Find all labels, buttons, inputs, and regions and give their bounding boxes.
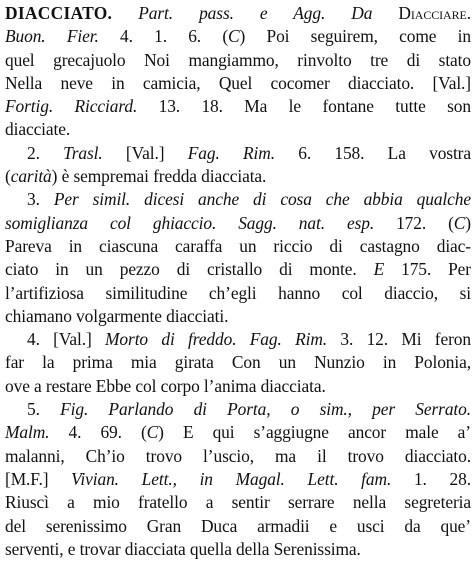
text-segment: serventi, e trovar diacciata quella della Serenissima. [5,538,361,559]
text-segment: ) Poi seguirem, come in [239,26,471,47]
entry-line [5,49,471,72]
text-segment: del serenissimo Gran Duca armadii e usci da que’ [5,515,471,536]
text-segment: Fag. Rim. [187,142,275,163]
text-segment: C [228,26,240,47]
text-segment: quel grecajuolo Noi mangiammo, rinvolto tre di stato [5,49,471,70]
entry-line [5,2,471,25]
entry-line [5,118,471,141]
text-segment: E [373,259,385,280]
dictionary-entry [5,2,471,561]
entry-line [5,95,471,118]
text-segment: 2. [27,142,64,163]
text-segment: 4. 1. 6. ( [98,26,229,47]
text-segment: [Val.] [102,142,188,163]
entry-line [5,421,471,444]
text-segment: 4. 69. ( [49,422,147,443]
text-segment: 5. [27,399,61,420]
text-segment: Fortig. Ricciard. [5,96,138,117]
entry-line [5,328,471,351]
text-segment: . [466,3,471,23]
text-segment: Pareva in ciascuna caraffa un riccio di castagno diac- [5,235,471,256]
text-segment [112,3,138,23]
text-segment: ciato in un pezzo di cristallo di monte. [5,259,374,280]
entry-line [5,538,471,561]
text-segment: 172. ( [374,212,454,233]
text-segment: 13. 18. Ma le fontane tutte son [137,96,471,117]
text-segment: Buon. Fier. [5,26,99,47]
entry-line [5,258,471,281]
text-segment: Morto di freddo. Fag. Rim. [105,329,328,350]
entry-line [5,235,471,258]
text-segment: ove a restare Ebbe col corpo l’anima diacciata. [5,375,326,396]
entry-line [5,515,471,538]
headword: DIACCIATO. [5,3,113,23]
text-segment: 1. 28. [391,468,471,489]
text-segment: carità [10,166,52,187]
text-segment: C [146,422,159,443]
entry-line [5,188,471,211]
entry-line [5,445,471,468]
entry-line [5,282,471,305]
text-segment: ) E qui s’aggiugne ancor male a’ [158,422,471,443]
text-segment: [M.F.] [5,468,72,489]
text-segment: Fig. Parlando di Porta, o sim., per Serrato. [60,399,471,420]
text-segment: Per simil. dicesi anche di cosa che abbia qualche [53,189,471,210]
text-segment: 6. 158. La vostra [274,142,471,163]
text-segment: C [453,212,466,233]
text-segment: Trasl. [63,142,103,163]
entry-line [5,212,471,235]
entry-line [5,398,471,421]
entry-line [5,375,471,398]
entry-line [5,491,471,514]
text-segment: malanni, Ch’io trovo l’uscio, ma il trovo diacciato. [5,445,471,466]
entry-line [5,305,471,328]
text-segment: Riuscì a mio fratello a sentir serrare nella segreteria [5,492,471,513]
text-segment: ) [465,212,471,233]
text-segment: diacciate. [5,119,71,140]
entry-line [5,142,471,165]
text-segment: ) è sempremai fredda diacciata. [51,166,267,187]
text-segment: Vivian. Lett., in Magal. Lett. fam. [71,468,392,489]
text-segment: 3. [27,189,54,210]
text-segment: ( [5,166,11,187]
text-segment: l’artifiziosa similitudine ch’egli hanno col diaccio, si [5,282,471,303]
text-segment: 175. Per [384,259,471,280]
entry-line [5,165,471,188]
text-segment: 3. 12. Mi feron [327,329,471,350]
text-segment: Nella neve in camicia, Quel cocomer diacciato. [Val.] [5,72,471,93]
text-segment: chiamano volgarmente diacciati. [5,305,229,326]
entry-line [5,468,471,491]
entry-line [5,351,471,374]
text-segment: Diacciare [398,3,467,23]
entry-line [5,72,471,95]
text-segment: 4. [Val.] [27,329,106,350]
text-segment: far la prima mia girata Con un Nunzio in Polonia, [5,352,471,373]
text-segment: somiglianza col ghiaccio. Sagg. nat. esp. [5,212,375,233]
entry-line [5,25,471,48]
text-segment: Malm. [5,422,50,443]
text-segment: Part. pass. e Agg. Da [138,3,399,23]
